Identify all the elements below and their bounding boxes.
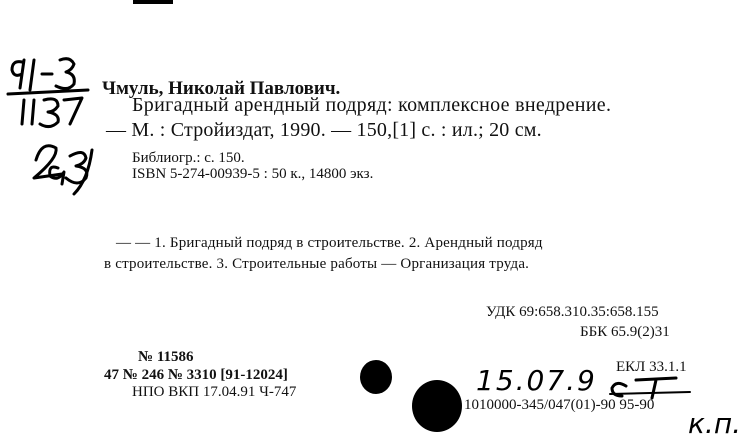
ekl-code: ЕКЛ 33.1.1: [616, 359, 687, 375]
handwritten-mark: [610, 378, 690, 398]
handwritten-date: 15.07.9: [476, 364, 597, 397]
udk-code: УДК 69:658.310.35:658.155: [486, 304, 659, 320]
npo-line: НПО ВКП 17.04.91 Ч-747: [132, 384, 297, 400]
shelf-mark-divider: [8, 90, 88, 94]
shelf-mark-bottom: [22, 98, 82, 127]
isbn-line: ISBN 5-274-00939-5 : 50 к., 14800 экз.: [132, 166, 374, 182]
order-line: 47 № 246 № 3310 [91-12024]: [104, 367, 288, 383]
handwritten-initials: к.п.: [688, 407, 742, 440]
author-heading: Чмуль, Николай Павлович.: [102, 78, 341, 99]
subject-headings-line-2: в строительстве. 3. Строительные работы — Организация труда.: [104, 256, 530, 272]
card-number: № 11586: [138, 349, 194, 365]
publisher-code: 1010000-345/047(01)-90 95-90: [464, 397, 655, 413]
shelf-mark-top: [12, 59, 74, 90]
book-title: Бригадный арендный подряд: комплексное внедрение.: [132, 94, 612, 116]
bbk-code: ББК 65.9(2)31: [580, 324, 670, 340]
imprint-line: — М. : Стройиздат, 1990. — 150,[1] с. : ил.; 20 см.: [106, 119, 542, 141]
subject-headings-line-1: — — 1. Бригадный подряд в строительстве. 2. Арендный подряд: [116, 235, 543, 251]
handwritten-annotation: [34, 146, 92, 194]
bibliography-note: Библиогр.: с. 150.: [132, 150, 245, 166]
